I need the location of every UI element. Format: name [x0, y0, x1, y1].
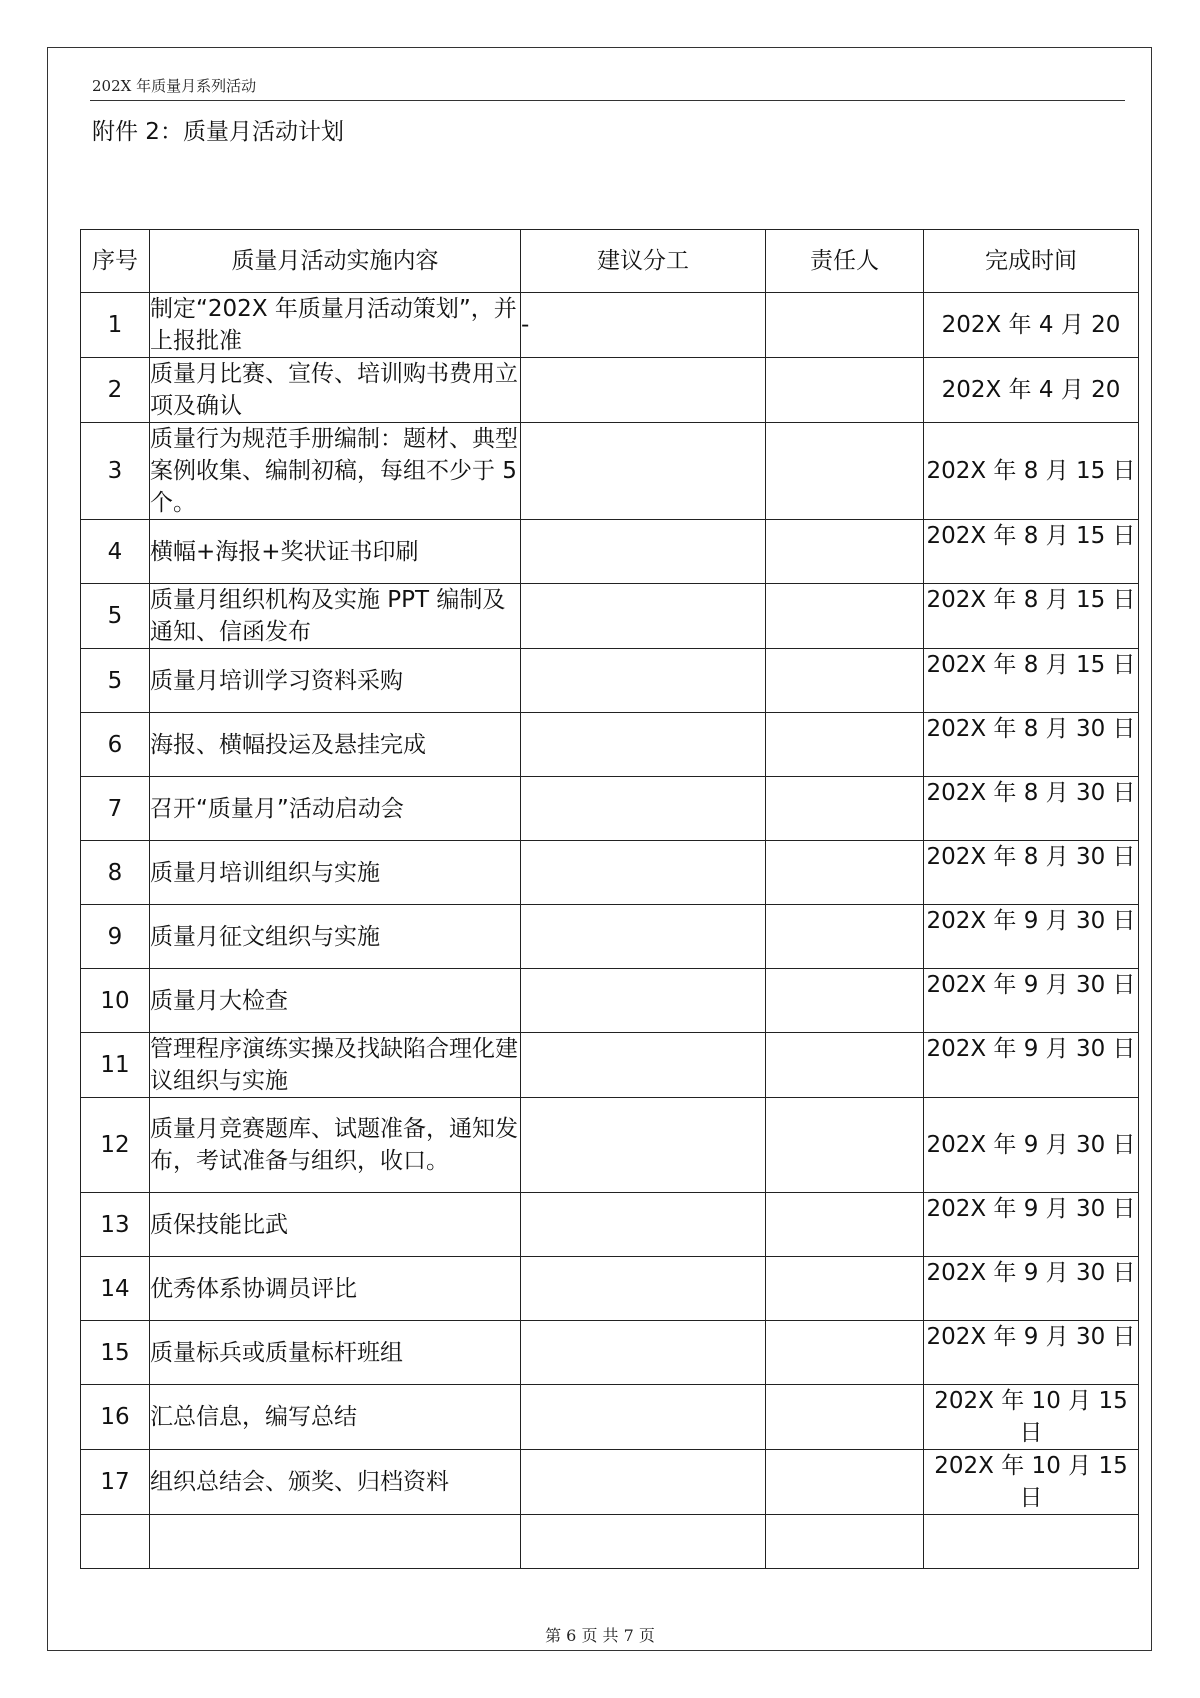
header-divider [90, 100, 1125, 101]
activity-content: 质量月培训学习资料采购 [150, 649, 521, 713]
responsible-person [766, 649, 924, 713]
responsible-person [766, 1193, 924, 1257]
completion-date: 202X 年 9 月 30 日 [924, 905, 1139, 969]
activity-content: 召开“质量月”活动启动会 [150, 777, 521, 841]
table-row [81, 649, 1139, 713]
activity-content: 组织总结会、颁奖、归档资料 [150, 1450, 521, 1515]
table-row [81, 293, 1139, 358]
row-number: 7 [81, 777, 150, 841]
table-row [81, 584, 1139, 649]
completion-date: 202X 年 4 月 20 [924, 358, 1139, 423]
activity-content: 质量标兵或质量标杆班组 [150, 1321, 521, 1385]
responsible-person [766, 841, 924, 905]
activity-content: 制定“202X 年质量月活动策划”，并上报批准 [150, 293, 521, 358]
responsible-person [766, 1321, 924, 1385]
responsible-person [766, 713, 924, 777]
table-row [81, 713, 1139, 777]
table-row [81, 1193, 1139, 1257]
column-header-content: 质量月活动实施内容 [150, 230, 521, 293]
responsible-person [766, 1515, 924, 1569]
table-row [81, 1257, 1139, 1321]
responsible-person [766, 358, 924, 423]
suggested-division [521, 969, 766, 1033]
table-row [81, 1450, 1139, 1515]
row-number: 5 [81, 584, 150, 649]
table-row [81, 1385, 1139, 1450]
activity-content: 优秀体系协调员评比 [150, 1257, 521, 1321]
row-number: 10 [81, 969, 150, 1033]
suggested-division [521, 1515, 766, 1569]
completion-date: 202X 年 8 月 15 日 [924, 520, 1139, 584]
column-header-owner: 责任人 [766, 230, 924, 293]
table-row [81, 1321, 1139, 1385]
column-header-date: 完成时间 [924, 230, 1139, 293]
row-number: 13 [81, 1193, 150, 1257]
table-header-row [81, 230, 1139, 293]
activity-content: 质量月比赛、宣传、培训购书费用立项及确认 [150, 358, 521, 423]
row-number: 3 [81, 423, 150, 520]
attachment-title: 附件 2：质量月活动计划 [92, 119, 344, 145]
column-header-division: 建议分工 [521, 230, 766, 293]
completion-date: 202X 年 8 月 30 日 [924, 841, 1139, 905]
table-row [81, 777, 1139, 841]
table-row [81, 358, 1139, 423]
row-number: 17 [81, 1450, 150, 1515]
row-number: 4 [81, 520, 150, 584]
suggested-division [521, 1385, 766, 1450]
completion-date: 202X 年 9 月 30 日 [924, 1033, 1139, 1098]
responsible-person [766, 293, 924, 358]
suggested-division [521, 358, 766, 423]
page-number: 第 6 页 共 7 页 [545, 1626, 655, 1645]
activity-content: 海报、横幅投运及悬挂完成 [150, 713, 521, 777]
table-row [81, 520, 1139, 584]
responsible-person [766, 584, 924, 649]
responsible-person [766, 423, 924, 520]
activity-plan-table [80, 229, 1139, 1569]
responsible-person [766, 777, 924, 841]
completion-date: 202X 年 10 月 15 日 [924, 1385, 1139, 1450]
row-number: 8 [81, 841, 150, 905]
responsible-person [766, 1450, 924, 1515]
table-row [81, 1098, 1139, 1193]
responsible-person [766, 520, 924, 584]
row-number: 2 [81, 358, 150, 423]
row-number: 9 [81, 905, 150, 969]
suggested-division [521, 1321, 766, 1385]
activity-content [150, 1515, 521, 1569]
row-number: 11 [81, 1033, 150, 1098]
row-number: 16 [81, 1385, 150, 1450]
suggested-division [521, 1450, 766, 1515]
suggested-division [521, 777, 766, 841]
table-row [81, 1515, 1139, 1569]
completion-date: 202X 年 9 月 30 日 [924, 1257, 1139, 1321]
suggested-division [521, 423, 766, 520]
activity-content: 质量月征文组织与实施 [150, 905, 521, 969]
suggested-division [521, 841, 766, 905]
suggested-division [521, 584, 766, 649]
table-row [81, 423, 1139, 520]
row-number [81, 1515, 150, 1569]
responsible-person [766, 969, 924, 1033]
suggested-division [521, 905, 766, 969]
activity-content: 质量月组织机构及实施 PPT 编制及通知、信函发布 [150, 584, 521, 649]
suggested-division [521, 1257, 766, 1321]
responsible-person [766, 1098, 924, 1193]
row-number: 14 [81, 1257, 150, 1321]
completion-date: 202X 年 8 月 15 日 [924, 423, 1139, 520]
responsible-person [766, 1257, 924, 1321]
suggested-division [521, 520, 766, 584]
suggested-division [521, 1098, 766, 1193]
activity-content: 汇总信息，编写总结 [150, 1385, 521, 1450]
activity-content: 质量月培训组织与实施 [150, 841, 521, 905]
completion-date [924, 1515, 1139, 1569]
responsible-person [766, 1385, 924, 1450]
table-row [81, 969, 1139, 1033]
activity-content: 质保技能比武 [150, 1193, 521, 1257]
row-number: 1 [81, 293, 150, 358]
completion-date: 202X 年 9 月 30 日 [924, 969, 1139, 1033]
completion-date: 202X 年 8 月 15 日 [924, 649, 1139, 713]
activity-content: 管理程序演练实操及找缺陷合理化建议组织与实施 [150, 1033, 521, 1098]
activity-content: 质量月竞赛题库、试题准备，通知发布，考试准备与组织，收口。 [150, 1098, 521, 1193]
running-header: 202X 年质量月系列活动 [92, 77, 257, 95]
completion-date: 202X 年 10 月 15 日 [924, 1450, 1139, 1515]
responsible-person [766, 905, 924, 969]
completion-date: 202X 年 8 月 30 日 [924, 777, 1139, 841]
completion-date: 202X 年 9 月 30 日 [924, 1098, 1139, 1193]
suggested-division [521, 713, 766, 777]
completion-date: 202X 年 9 月 30 日 [924, 1321, 1139, 1385]
column-header-no: 序号 [81, 230, 150, 293]
suggested-division [521, 1193, 766, 1257]
table-row [81, 841, 1139, 905]
completion-date: 202X 年 8 月 30 日 [924, 713, 1139, 777]
row-number: 12 [81, 1098, 150, 1193]
completion-date: 202X 年 8 月 15 日 [924, 584, 1139, 649]
activity-content: 横幅+海报+奖状证书印刷 [150, 520, 521, 584]
completion-date: 202X 年 9 月 30 日 [924, 1193, 1139, 1257]
row-number: 15 [81, 1321, 150, 1385]
row-number: 6 [81, 713, 150, 777]
suggested-division [521, 1033, 766, 1098]
activity-content: 质量行为规范手册编制：题材、典型案例收集、编制初稿，每组不少于 5 个。 [150, 423, 521, 520]
activity-content: 质量月大检查 [150, 969, 521, 1033]
responsible-person [766, 1033, 924, 1098]
suggested-division: - [521, 293, 766, 358]
table-row [81, 1033, 1139, 1098]
row-number: 5 [81, 649, 150, 713]
completion-date: 202X 年 4 月 20 [924, 293, 1139, 358]
table-row [81, 905, 1139, 969]
suggested-division [521, 649, 766, 713]
